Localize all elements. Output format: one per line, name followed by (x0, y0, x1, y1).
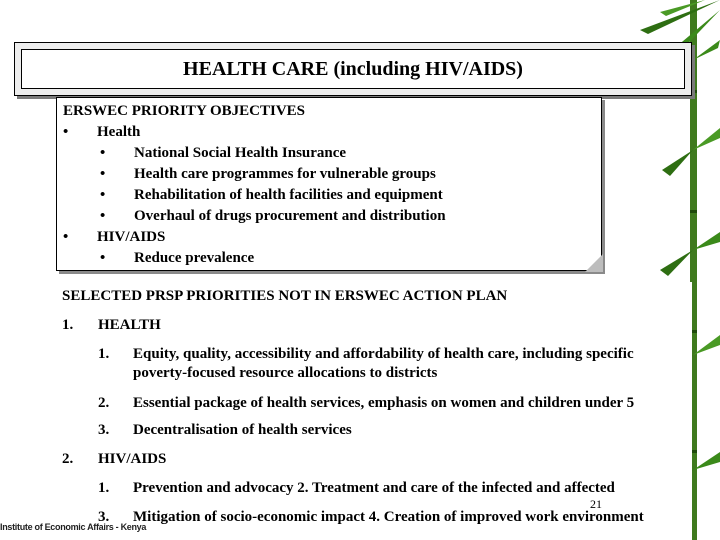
objective-item: Rehabilitation of health facilities and equipment (134, 187, 443, 203)
priority-item: Prevention and advocacy 2. Treatment and care of the infected and affected (133, 480, 615, 496)
prsp-heading: SELECTED PRSP PRIORITIES NOT IN ERSWEC ACTION PLAN (62, 288, 508, 304)
item-number: 1. (98, 480, 110, 496)
item-number: 3. (98, 422, 110, 438)
page-number: 21 (590, 497, 602, 511)
section-number: 2. (62, 451, 74, 467)
objective-item: Overhaul of drugs procurement and distribution (134, 208, 446, 224)
objective-group-health: Health (97, 124, 141, 140)
bullet: • (100, 250, 106, 266)
priority-item: Essential package of health services, emphasis on women and children under 5 (133, 395, 635, 411)
item-number: 3. (98, 509, 110, 525)
slide-title: HEALTH CARE (including HIV/AIDS) (21, 49, 685, 89)
bullet: • (63, 229, 69, 245)
objective-item: National Social Health Insurance (134, 145, 347, 161)
section-label-health: HEALTH (98, 317, 161, 333)
objectives-heading: ERSWEC PRIORITY OBJECTIVES (63, 103, 305, 119)
bullet: • (100, 187, 106, 203)
item-number: 1. (98, 346, 110, 362)
priority-item-continued: poverty-focused resource allocations to districts (133, 365, 438, 381)
bullet: • (100, 208, 106, 224)
objective-item: Reduce prevalence (134, 250, 255, 266)
bullet: • (100, 145, 106, 161)
priority-item: Decentralisation of health services (133, 422, 352, 438)
item-number: 2. (98, 395, 110, 411)
bullet: • (63, 124, 69, 140)
priority-item: Equity, quality, accessibility and affordability of health care, including specific (133, 346, 634, 362)
priority-item: Mitigation of socio-economic impact 4. Creation of improved work environment (133, 509, 644, 525)
title-frame (14, 42, 692, 96)
objective-group-hiv-aids: HIV/AIDS (97, 229, 166, 245)
section-number: 1. (62, 317, 74, 333)
objective-item: Health care programmes for vulnerable groups (134, 166, 436, 182)
bullet: • (100, 166, 106, 182)
section-label-hiv-aids: HIV/AIDS (98, 451, 167, 467)
folded-corner (585, 254, 603, 272)
erswec-objectives-panel (56, 97, 602, 271)
footer-institution: Institute of Economic Affairs - Kenya (0, 522, 147, 532)
